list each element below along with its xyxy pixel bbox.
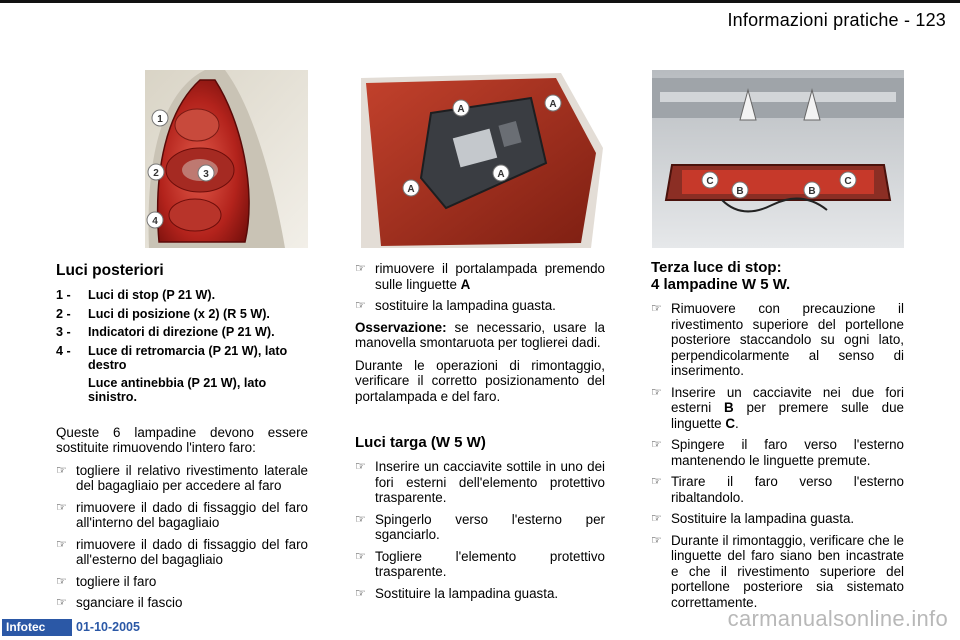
third-brake-light-illustration <box>652 70 904 248</box>
pointing-hand-icon: ☞ <box>651 384 662 399</box>
observation-label: Osservazione: <box>355 319 447 335</box>
step-text: Durante il rimontaggio, verificare che le linguette del faro siano ben incastrate e che il rivestimento superiore del portellone posteriore sia sistemato correttamente. <box>671 532 904 610</box>
step-text: sganciare il fascio <box>76 595 183 610</box>
pointing-hand-icon: ☞ <box>355 585 366 600</box>
list-item <box>56 307 308 322</box>
pointing-hand-icon: ☞ <box>355 548 366 563</box>
lamp-label: 2 <box>153 168 159 179</box>
item-text-sub: Luce antinebbia (P 21 W), lato sinistro. <box>88 375 267 404</box>
lamp-label: 1 <box>157 114 163 125</box>
step-text <box>375 261 605 292</box>
holder-label: A <box>457 104 465 115</box>
pointing-hand-icon: ☞ <box>651 474 662 488</box>
step-text: togliere il relativo rivestimento laterale del bagagliaio per accedere al faro <box>76 462 308 493</box>
item-text: Indicatori di direzione (P 21 W). <box>88 325 275 339</box>
pointing-hand-icon: ☞ <box>56 595 67 609</box>
list-item <box>651 301 904 379</box>
observation-text <box>355 320 605 351</box>
step-text: Rimuovere con precauzione il rivestimento superiore del portellone posteriore staccandolo su ogni lato, perpendicolarmente al senso di inserimento. <box>671 301 904 378</box>
step-text: rimuovere il dado di fissaggio del faro all'esterno del bagagliaio <box>76 536 308 567</box>
list-item <box>56 537 308 568</box>
item-number: 4 - <box>56 343 71 358</box>
step-text-ref: C <box>725 415 736 431</box>
intro-text: Queste 6 lampadine devono essere sostituite rimuovendo l'intero faro: <box>56 424 308 455</box>
procedure-list <box>651 301 904 610</box>
list-item <box>651 533 904 611</box>
step-text-part: per premere sulle due linguette <box>671 400 904 431</box>
holder-label: A <box>549 99 557 110</box>
section-title-rear-lights: Luci posteriori <box>56 262 164 279</box>
footer-date: 01-10-2005 <box>76 620 140 634</box>
list-item <box>355 586 605 602</box>
list-item <box>355 298 605 314</box>
item-text: Luci di stop (P 21 W). <box>88 288 216 302</box>
header-rule <box>0 0 960 3</box>
list-item <box>355 261 605 292</box>
holder-label: A <box>497 169 505 180</box>
procedure-list <box>355 459 605 601</box>
list-item <box>651 511 904 527</box>
pointing-hand-icon: ☞ <box>355 261 366 275</box>
middle-column <box>355 261 605 607</box>
lamp-label: 3 <box>203 169 209 180</box>
pointing-hand-icon: ☞ <box>56 536 67 551</box>
item-text: Luci di posizione (x 2) (R 5 W). <box>88 306 270 321</box>
item-text <box>88 344 308 405</box>
step-text: Sostituire la lampadina guasta. <box>671 511 855 526</box>
observation-body: se necessario, usare la manovella smontaruota per toglierei dadi. <box>355 319 605 350</box>
item-number: 1 - <box>56 288 71 302</box>
step-text: Tirare il faro verso l'esterno ribaltandolo. <box>671 474 904 505</box>
left-column <box>56 262 308 617</box>
pointing-hand-icon: ☞ <box>355 511 366 526</box>
list-item <box>651 437 904 468</box>
pointing-hand-icon: ☞ <box>56 462 67 477</box>
procedure-list <box>355 261 605 314</box>
pointing-hand-icon: ☞ <box>651 511 662 525</box>
pointing-hand-icon: ☞ <box>651 532 662 547</box>
brand-badge: Infotec <box>2 619 72 636</box>
list-item <box>355 549 605 580</box>
lamp-label: 4 <box>152 216 158 227</box>
pointing-hand-icon: ☞ <box>56 499 67 514</box>
list-item <box>355 512 605 543</box>
step-text-ref: A <box>460 276 471 292</box>
step-text-main: rimuovere il portalampada premendo sulle linguette <box>375 261 605 292</box>
step-text: Spingere il faro verso l'esterno mantenendo le linguette premute. <box>671 437 904 468</box>
list-item <box>56 500 308 531</box>
procedure-list <box>56 463 308 611</box>
step-text: Inserire un cacciavite sottile in uno dei fori esterni dell'elemento protettivo trasparente. <box>375 459 605 505</box>
pointing-hand-icon: ☞ <box>651 301 662 315</box>
step-text: togliere il faro <box>76 573 157 589</box>
step-text-part: . <box>735 415 739 431</box>
step-text: rimuovere il dado di fissaggio del faro all'interno del bagagliaio <box>76 499 308 530</box>
item-number: 2 - <box>56 306 71 321</box>
pointing-hand-icon: ☞ <box>651 437 662 451</box>
lamp-holder-illustration <box>361 68 603 248</box>
rear-lamp-illustration <box>145 70 308 248</box>
list-item <box>355 459 605 506</box>
right-column <box>651 259 904 616</box>
step-text: Spingerlo verso l'esterno per sganciarlo. <box>375 511 605 542</box>
step-text: sostituire la lampadina guasta. <box>375 298 556 313</box>
title-line: 4 lampadine W 5 W. <box>651 276 791 293</box>
third-light-label: B <box>808 186 816 197</box>
list-item <box>56 463 308 494</box>
pointing-hand-icon: ☞ <box>56 573 67 588</box>
list-item <box>651 385 904 432</box>
item-number: 3 - <box>56 325 71 339</box>
reassembly-text: Durante le operazioni di rimontaggio, verificare il corretto posizionamento del portalampada e del faro. <box>355 357 605 404</box>
pointing-hand-icon: ☞ <box>355 459 366 473</box>
page-title: Informazioni pratiche - 123 <box>727 10 946 30</box>
list-item <box>651 474 904 505</box>
step-text-part: Inserire un cacciavite nei due fori esterni <box>671 384 904 415</box>
pointing-hand-icon: ☞ <box>355 298 366 312</box>
section-title-third-brake-light <box>651 259 904 293</box>
list-item <box>56 595 308 611</box>
step-text: Togliere l'elemento protettivo trasparente. <box>375 548 605 579</box>
list-item <box>56 574 308 590</box>
section-title-plate-lights: Luci targa (W 5 W) <box>355 434 486 451</box>
bulb-list <box>56 288 308 405</box>
list-item <box>56 325 308 340</box>
list-item <box>56 288 308 303</box>
step-text <box>671 385 904 432</box>
list-item <box>56 344 308 405</box>
watermark: carmanualsonline.info <box>727 606 948 631</box>
holder-label: A <box>407 184 415 195</box>
third-light-label: B <box>736 186 744 197</box>
third-light-label: C <box>706 176 714 187</box>
step-text: Sostituire la lampadina guasta. <box>375 585 559 601</box>
third-light-label: C <box>844 176 852 187</box>
title-line: Terza luce di stop: <box>651 259 782 276</box>
item-text-main: Luce di retromarcia (P 21 W), lato destro <box>88 343 288 372</box>
step-text-ref: B <box>724 400 734 415</box>
